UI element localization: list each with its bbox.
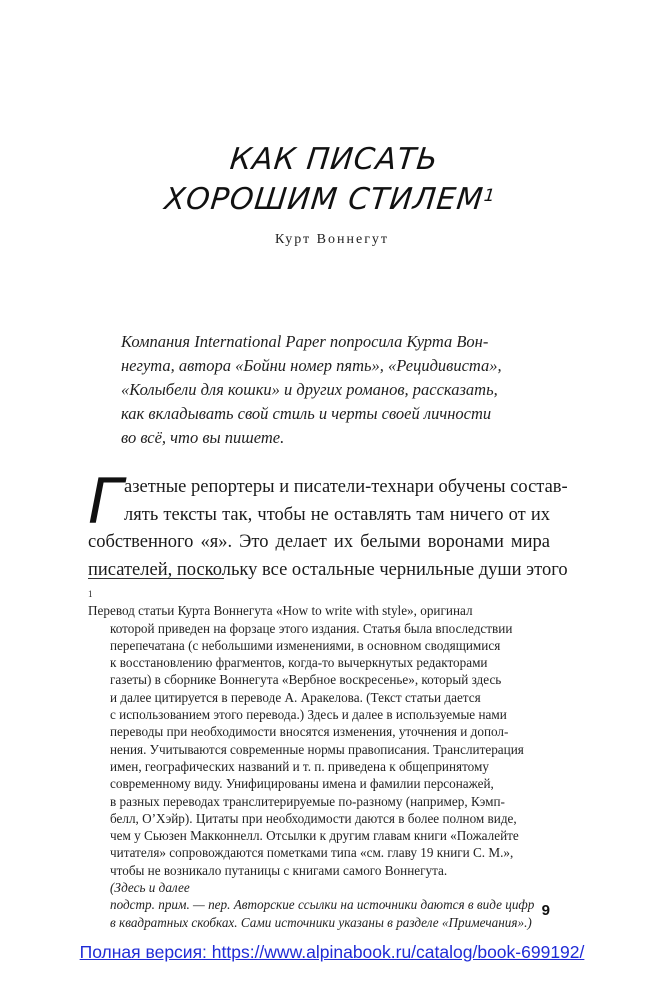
body-line: азетные репортеры и писатели-технари обучены состав- <box>124 477 568 497</box>
footnote-divider <box>88 578 224 579</box>
intro-line: «Колыбели для кошки» и других романов, рассказать, <box>121 380 498 399</box>
footnote-line: перепечатана (с небольшими изменениями, в основном сводящимися <box>110 637 501 653</box>
footnote-line: имен, географических названий и т. п. приведена к общепринятому <box>110 758 489 774</box>
chapter-title-line-1: КАК ПИСАТЬ <box>228 142 441 177</box>
intro-line: как вкладывать свой стиль и черты своей личности <box>121 404 492 423</box>
footnote-line: газеты) в сборнике Воннегута «Вербное воскресенье», который здесь <box>110 672 502 688</box>
footnote-line <box>88 862 551 897</box>
intro-line: во всё, что вы пишете. <box>121 428 285 447</box>
footnote-line: переводы при необходимости вносятся изменения, уточнения и допол- <box>110 724 509 740</box>
footnote-line: с использованием этого перевода.) Здесь и далее в используемые нами <box>110 707 507 723</box>
footnote-line: современному виду. Унифицированы имена и фамилии персонажей, <box>110 776 494 792</box>
chapter-title <box>0 140 664 220</box>
body-line: писателей, поскольку все остальные чернильные души этого <box>88 559 568 580</box>
footnote-line-italic: подстр. прим. — пер. Авторские ссылки на источники даются в виде цифр <box>110 897 535 913</box>
intro-line: Компания International Paper попросила Курта Вон- <box>121 332 489 351</box>
intro-paragraph <box>121 330 537 450</box>
footnote-line: читателя» сопровождаются пометками типа «см. главу 19 книги С. М.», <box>110 845 514 861</box>
intro-line: негута, автора «Бойни номер пять», «Рецидивиста», <box>121 356 502 375</box>
body-line: собственного «я». Это делает их белыми воронами мира <box>88 532 550 552</box>
footnote-line-text: чтобы не возникало путаницы с книгами самого Воннегута. <box>110 862 448 878</box>
footnote-line: белл, О’Хэйр). Цитаты при необходимости даются в более полном виде, <box>110 810 517 826</box>
drop-cap: Г <box>88 465 123 538</box>
footnote <box>88 585 551 931</box>
footnote-line: чем у Сьюзен Макконнелл. Отсылки к другим главам книги «Пожалейте <box>110 828 519 844</box>
full-version-link[interactable]: Полная версия: https://www.alpinabook.ru/catalog/book-699192/ <box>79 942 585 962</box>
footnote-line-text: Перевод статьи Курта Воннегута «How to write with style», оригинал <box>88 603 473 619</box>
title-footnote-ref[interactable]: 1 <box>482 186 497 206</box>
footnote-line: в разных переводах транслитерируемые по-разному (например, Кэмп- <box>110 793 505 809</box>
footnote-line <box>88 914 551 931</box>
footnote-line: к восстановлению фрагментов, когда-то вычеркнутых редакторами <box>110 655 488 671</box>
footnote-line-italic: в квадратных скобках. Сами источники указаны в разделе «Примечания».) <box>110 914 532 930</box>
chapter-title-line-2-text: ХОРОШИМ СТИЛЕМ <box>162 182 486 217</box>
chapter-title-line-2 <box>0 180 664 220</box>
footnote-line <box>88 585 551 620</box>
footnote-line <box>88 896 551 913</box>
footnote-line: нения. Учитываются современные нормы правописания. Транслитерация <box>110 741 524 757</box>
page-number: 9 <box>541 902 550 919</box>
author-name: Курт Воннегут <box>274 232 390 247</box>
body-paragraph <box>88 465 568 584</box>
footnote-line: которой приведен на форзаце этого издания. Статья была впоследствии <box>110 620 513 636</box>
footnote-line-italic: (Здесь и далее <box>110 880 190 896</box>
footnote-line: и далее цитируется в переводе А. Аракелова. (Текст статьи дается <box>110 689 481 705</box>
footnote-marker: 1 <box>88 589 93 599</box>
body-line: лять тексты так, чтобы не оставлять там ничего от их <box>124 504 550 525</box>
